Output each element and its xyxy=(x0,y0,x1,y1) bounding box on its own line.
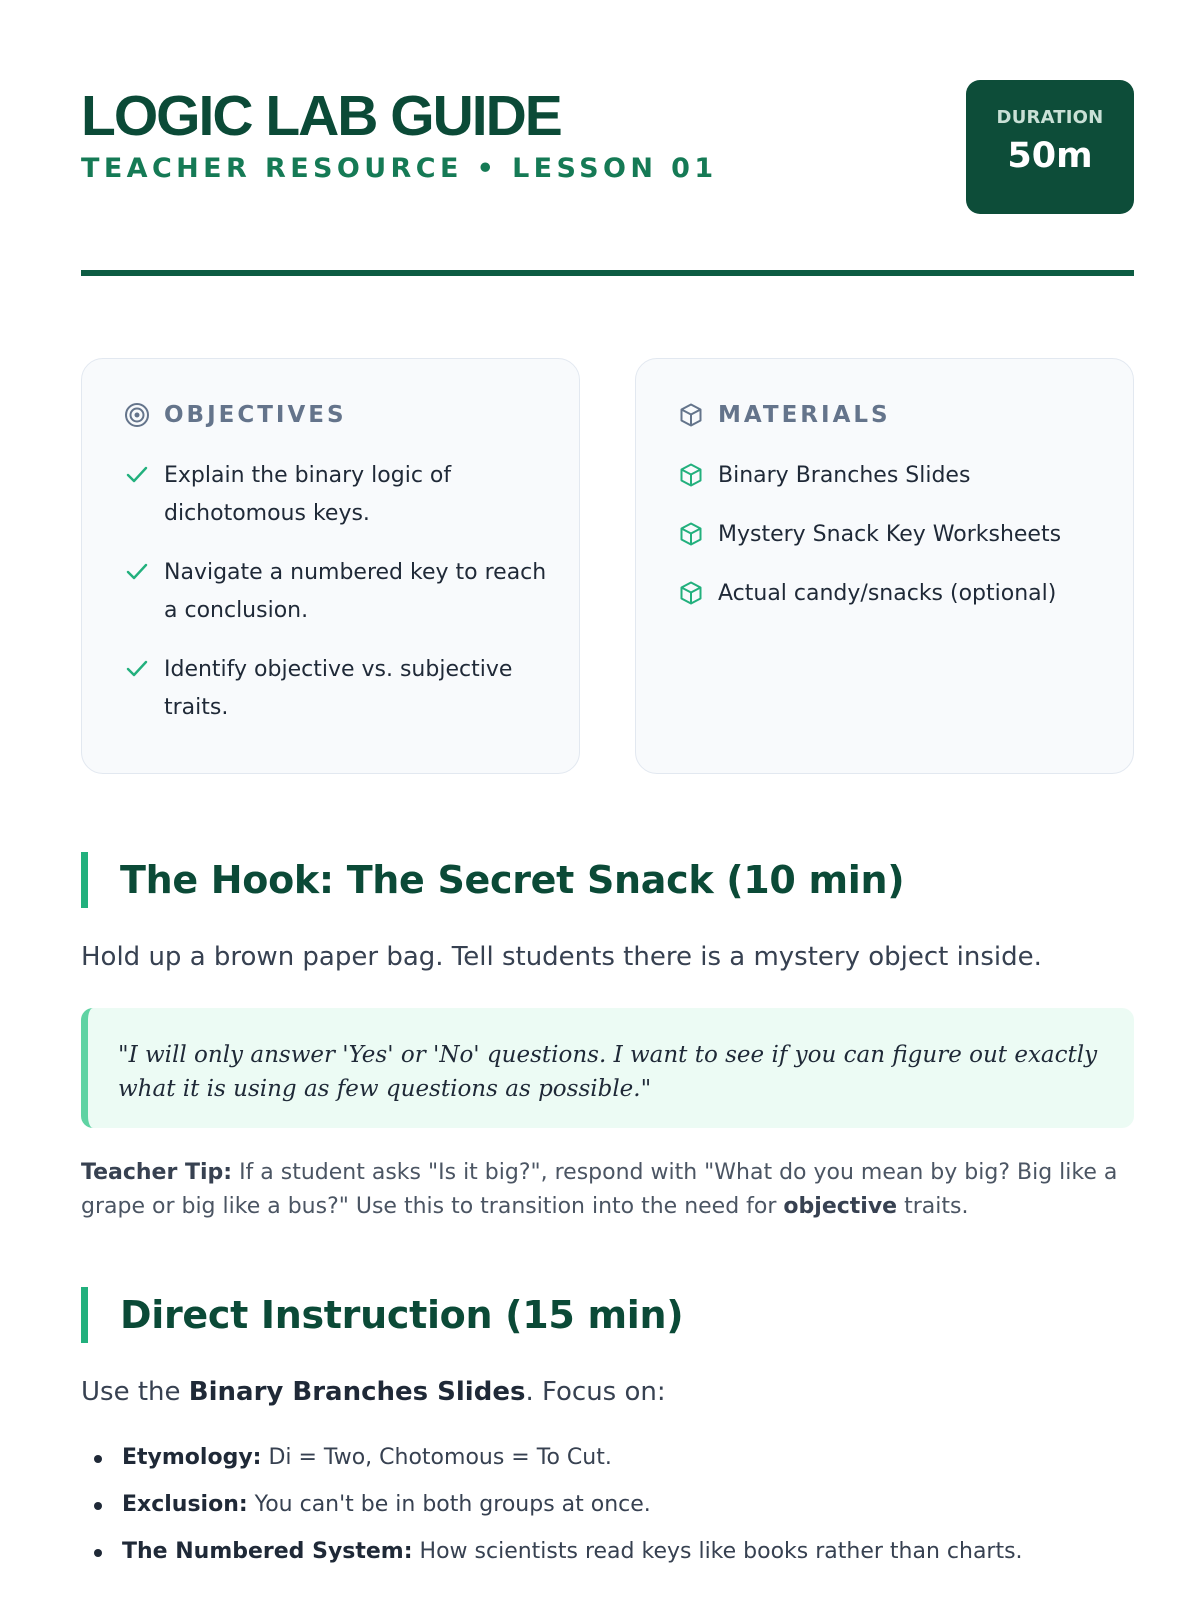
target-icon xyxy=(124,402,150,428)
instruction-heading: Direct Instruction (15 min) xyxy=(81,1287,683,1343)
duration-value: 50m xyxy=(1007,136,1093,176)
objectives-header xyxy=(124,402,347,428)
teacher-tip xyxy=(81,1156,1141,1224)
instruction-intro-start: Use the xyxy=(81,1377,189,1407)
bullet-text: Di = Two, Chotomous = To Cut. xyxy=(261,1445,612,1470)
hook-heading: The Hook: The Secret Snack (10 min) xyxy=(81,852,904,908)
header-divider xyxy=(81,270,1134,276)
page-title: LOGIC LAB GUIDE xyxy=(81,84,561,148)
bullet-label: Exclusion: xyxy=(122,1492,248,1517)
material-text: Binary Branches Slides xyxy=(718,463,971,488)
bullet-label: The Numbered System: xyxy=(122,1539,413,1564)
duration-badge xyxy=(966,80,1134,214)
materials-title: MATERIALS xyxy=(718,401,891,428)
bullet-text: You can't be in both groups at once. xyxy=(247,1492,651,1517)
objectives-card xyxy=(81,358,580,774)
instruction-bullet xyxy=(81,1444,1023,1472)
material-item xyxy=(678,575,1103,613)
bullet-text: How scientists read keys like books rather than charts. xyxy=(412,1539,1023,1564)
instruction-bullet xyxy=(81,1491,1023,1519)
objective-text: Navigate a numbered key to reach a conclusion. xyxy=(164,560,547,623)
instruction-intro xyxy=(81,1377,666,1408)
materials-card xyxy=(635,358,1134,774)
duration-label: DURATION xyxy=(996,107,1104,128)
materials-header xyxy=(678,402,891,428)
objectives-title: OBJECTIVES xyxy=(164,401,347,428)
check-icon xyxy=(124,559,150,585)
bullet-label: Etymology: xyxy=(122,1445,262,1470)
objective-text: Identify objective vs. subjective traits. xyxy=(164,657,513,720)
instruction-intro-bold: Binary Branches Slides xyxy=(188,1377,526,1407)
material-text: Actual candy/snacks (optional) xyxy=(718,581,1057,606)
instruction-list xyxy=(81,1444,1023,1585)
cube-icon xyxy=(678,462,704,488)
objective-item xyxy=(124,457,549,533)
hook-quote: "I will only answer 'Yes' or 'No' questions. I want to see if you can figure out exactly what it is using as few questions as possible." xyxy=(81,1008,1134,1128)
hook-intro: Hold up a brown paper bag. Tell students there is a mystery object inside. xyxy=(81,942,1042,972)
objectives-list xyxy=(124,457,549,748)
material-item xyxy=(678,457,1103,495)
objective-item xyxy=(124,554,549,630)
check-icon xyxy=(124,462,150,488)
teacher-tip-bold: objective xyxy=(783,1194,898,1219)
cube-icon xyxy=(678,521,704,547)
material-item xyxy=(678,516,1103,554)
materials-list xyxy=(678,457,1103,634)
instruction-bullet xyxy=(81,1538,1023,1566)
page-header xyxy=(81,80,1134,270)
cube-icon xyxy=(678,402,704,428)
instruction-intro-end: . Focus on: xyxy=(525,1377,666,1407)
material-text: Mystery Snack Key Worksheets xyxy=(718,522,1062,547)
teacher-tip-label: Teacher Tip: xyxy=(81,1160,233,1185)
objective-text: Explain the binary logic of dichotomous keys. xyxy=(164,463,452,526)
page-subtitle: TEACHER RESOURCE • LESSON 01 xyxy=(81,153,718,184)
check-icon xyxy=(124,656,150,682)
objective-item xyxy=(124,651,549,727)
teacher-tip-text: If a student asks "Is it big?", respond with "What do you mean by big? Big like a grape or big like a bus?" Use this to transition into the need for xyxy=(81,1160,1118,1219)
cube-icon xyxy=(678,580,704,606)
teacher-tip-text-end: traits. xyxy=(897,1194,969,1219)
